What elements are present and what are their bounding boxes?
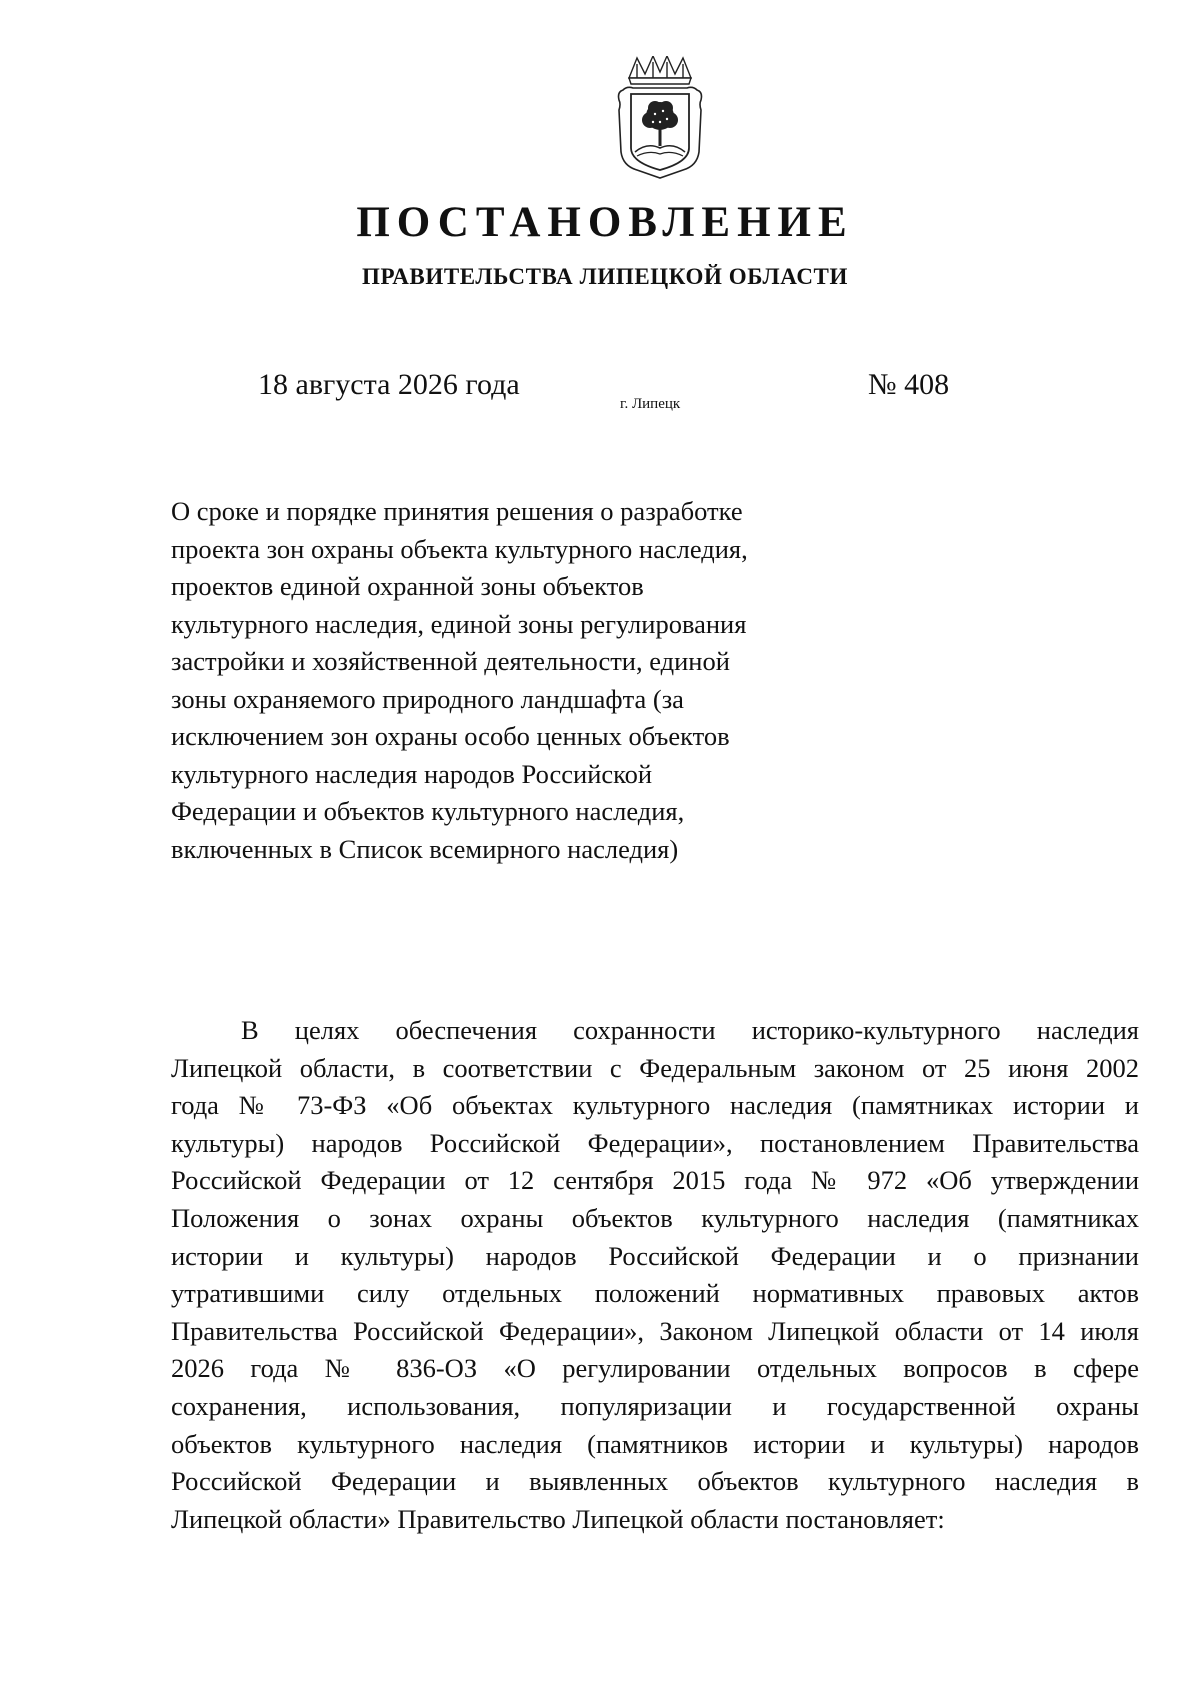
document-body-paragraph [171,1012,1139,1538]
coat-of-arms-icon [615,56,705,180]
body-line: Положения о зонах охраны объектов культурного наследия (памятниках [171,1202,1139,1233]
body-line: истории и культуры) народов Российской Федерации и о признании [171,1240,1139,1271]
document-city: г. Липецк [620,396,681,412]
body-line: Российской Федерации от 12 сентября 2015 года № 972 «Об утверждении [171,1165,1139,1196]
document-title: ПОСТАНОВЛЕНИЕ [356,199,854,246]
document-subject [171,493,811,868]
body-line: 2026 года № 836-ОЗ «О регулировании отдельных вопросов в сфере [171,1353,1139,1384]
subject-line: застройки и хозяйственной деятельности, единой [171,646,730,676]
body-line: объектов культурного наследия (памятников истории и культуры) народов [171,1428,1139,1459]
body-line: Российской Федерации и выявленных объектов культурного наследия в [171,1466,1139,1497]
subject-line: культурного наследия народов Российской [171,758,653,789]
subject-line: зоны охраняемого природного ландшафта (за [171,683,684,714]
subject-line: исключением зон охраны особо ценных объектов [171,721,730,751]
body-line: культуры) народов Российской Федерации», постановлением Правительства [171,1127,1139,1158]
subject-line: проектов единой охранной зоны объектов [171,571,644,601]
body-line: года № 73-ФЗ «Об объектах культурного наследия (памятниках истории и [171,1090,1139,1121]
body-line: В целях обеспечения сохранности историко-культурного наследия [241,1015,1139,1045]
body-line: утратившими силу отдельных положений нормативных правовых актов [171,1278,1139,1309]
document-date: 18 августа 2026 года [258,368,520,401]
subject-line: Федерации и объектов культурного наследия, [171,796,685,826]
subject-line: О сроке и порядке принятия решения о разработке [171,496,743,526]
document-subtitle: ПРАВИТЕЛЬСТВА ЛИПЕЦКОЙ ОБЛАСТИ [362,264,848,289]
subject-line: культурного наследия, единой зоны регулирования [171,608,747,639]
body-line: Правительства Российской Федерации», Законом Липецкой области от 14 июля [171,1315,1139,1346]
body-line: Липецкой области» Правительство Липецкой области постановляет: [171,1503,945,1534]
body-line: сохранения, использования, популяризации и государственной охраны [171,1390,1139,1421]
subject-line: проекта зон охраны объекта культурного наследия, [171,533,748,564]
document-number: № 408 [868,368,950,401]
body-line: Липецкой области, в соответствии с Федеральным законом от 25 июня 2002 [171,1052,1139,1083]
subject-line: включенных в Список всемирного наследия) [171,833,679,864]
